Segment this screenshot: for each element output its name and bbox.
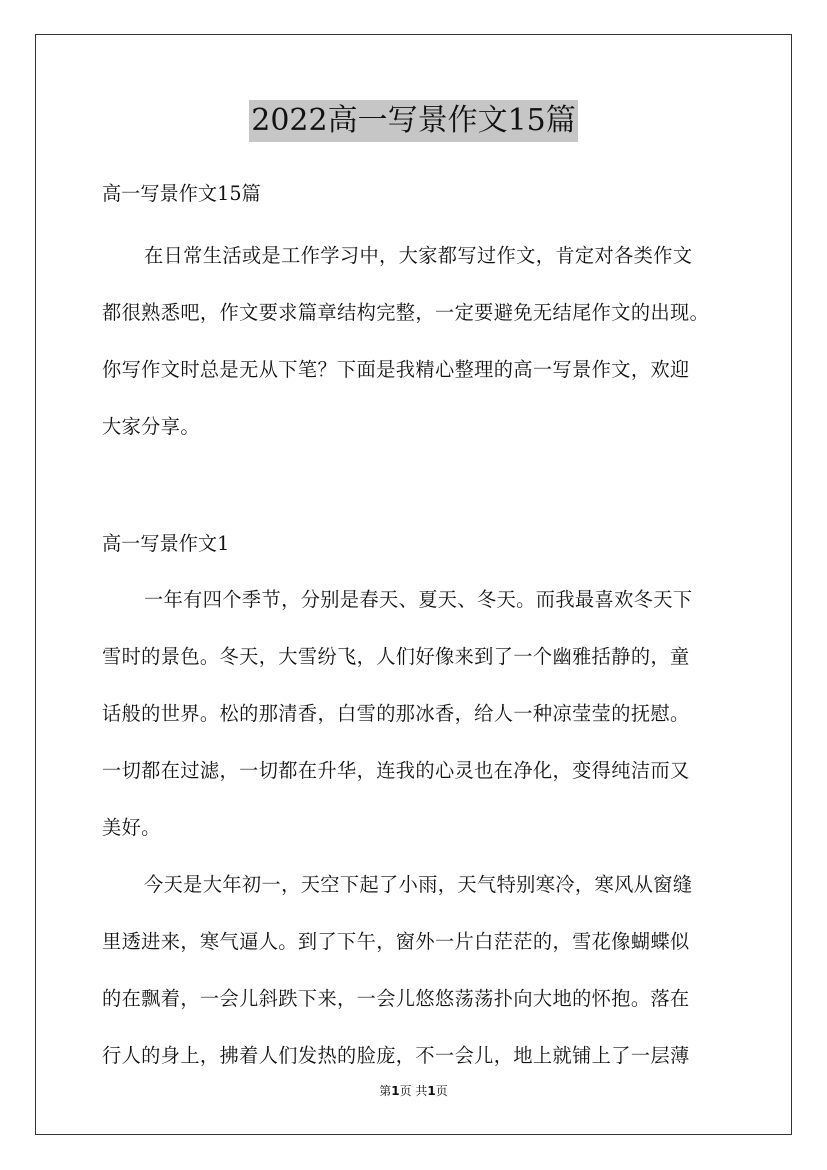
document-body [102, 175, 742, 1094]
page-label-prefix: 第 [379, 1084, 392, 1098]
intro-heading: 高一写景作文15篇 [102, 182, 261, 205]
page-number: 1 [391, 1084, 400, 1098]
page-label-mid: 页 共 [399, 1084, 428, 1098]
paragraph-line: 雪时的景色。冬天，大雪纷飞，人们好像来到了一个幽雅括静的，童 [102, 645, 690, 668]
section1-heading: 高一写景作文1 [102, 532, 230, 555]
paragraph-line: 你写作文时总是无从下笔？下面是我精心整理的高一写景作文，欢迎 [102, 358, 690, 381]
paragraph-line: 里透进来，寒气逼人。到了下午，窗外一片白茫茫的，雪花像蝴蝶似 [102, 930, 690, 953]
paragraph-line: 在日常生活或是工作学习中，大家都写过作文，肯定对各类作文 [144, 244, 693, 267]
paragraph-line: 一切都在过滤，一切都在升华，连我的心灵也在净化，变得纯洁而又 [102, 759, 690, 782]
total-pages: 1 [427, 1084, 436, 1098]
paragraph-line: 都很熟悉吧，作文要求篇章结构完整，一定要避免无结尾作文的出现。 [102, 301, 710, 324]
page-label-suffix: 页 [435, 1084, 448, 1098]
paragraph-line: 今天是大年初一，天空下起了小雨，天气特别寒冷，寒风从窗缝 [144, 873, 693, 896]
paragraph-line: 话般的世界。松的那清香，白雪的那冰香，给人一种凉莹莹的抚慰。 [102, 702, 690, 725]
paragraph-line: 的在飘着，一会儿斜跌下来，一会儿悠悠荡荡扑向大地的怀抱。落在 [102, 987, 690, 1010]
intro-paragraph [102, 237, 742, 465]
document-title: 2022高一写景作文15篇 [249, 100, 578, 142]
paragraph-line: 一年有四个季节，分别是春天、夏天、冬天。而我最喜欢冬天下 [144, 588, 693, 611]
section1-paragraph-1 [102, 581, 742, 866]
section1-paragraph-2 [102, 866, 742, 1094]
page-footer [0, 1082, 827, 1100]
title-wrap [0, 100, 827, 142]
paragraph-line: 大家分享。 [102, 415, 200, 438]
paragraph-line: 行人的身上，拂着人们发热的脸庞，不一会儿，地上就铺上了一层薄 [102, 1044, 690, 1067]
paragraph-line: 美好。 [102, 816, 161, 839]
